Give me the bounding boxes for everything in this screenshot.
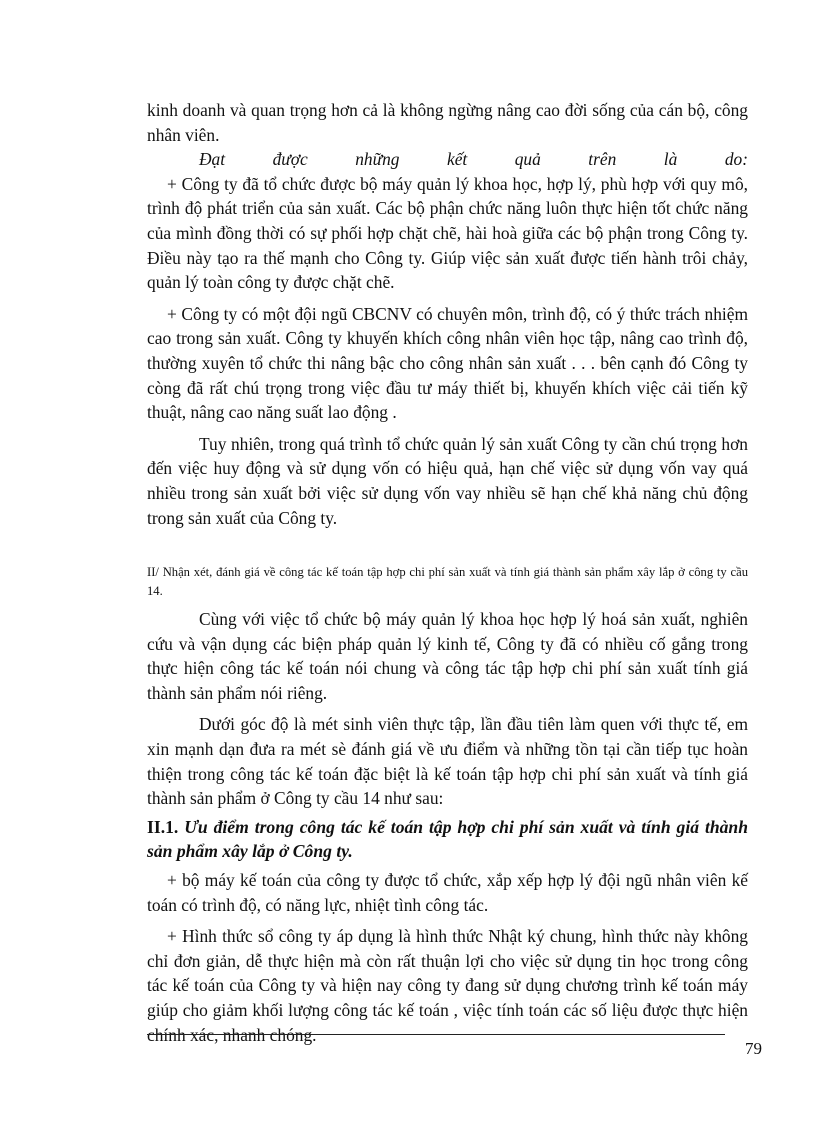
paragraph-continuation: kinh doanh và quan trọng hơn cả là không ngừng nâng cao đời sống của cán bộ, công nhân viên.: [147, 100, 748, 145]
footer-divider: [147, 1034, 725, 1035]
paragraph-student-view: Dưới góc độ là mét sinh viên thực tập, lần đầu tiên làm quen với thực tế, em xin mạnh dạn đưa ra mét sè đánh giá về ưu điểm và những tồn tại cần tiếp tục hoàn thiện trong công tác kế toán đặc biệt là kế toán tập hợp chi phí sản xuất và tính giá thành sản phẩm ở Công ty cầu 14 như sau:: [147, 714, 748, 809]
document-body: [147, 98, 748, 1047]
paragraph-however: Tuy nhiên, trong quá trình tổ chức quản lý sản xuất Công ty cần chú trọng hơn đến việc huy động và sử dụng vốn có hiệu quả, hạn chế việc sử dụng vốn vay quá nhiều trong sản xuất bởi việc sử dụng vốn vay nhiều sẽ hạn chế khả năng chủ động trong sản xuất của Công ty.: [147, 433, 748, 528]
section-heading-II: II/ Nhận xét, đánh giá về công tác kế toán tập hợp chi phí sản xuất và tính giá thành sản phẩm xây lắp ở công ty cầu 14.: [147, 565, 748, 599]
paragraph-journal-form: + Hình thức sổ công ty áp dụng là hình thức Nhật ký chung, hình thức này không chỉ đơn giản, dễ thực hiện mà còn rất thuận lợi cho việc sử dụng tin học trong công tác kế toán của Công ty và hiện nay công ty đang sử dụng chương trình kế toán máy giúp cho giảm khối lượng công tác kế toán , việc tính toán các số liệu được thực hiện chính xác, nhanh chóng.: [147, 926, 748, 1045]
section-title: Ưu điểm trong công tác kế toán tập hợp chi phí sản xuất và tính giá thành sản phẩm xây lắp ở Công ty.: [147, 816, 748, 862]
paragraph-results-intro: Đạt được những kết quả trên là do:: [199, 149, 748, 170]
paragraph-staff: + Công ty có một đội ngũ CBCNV có chuyên môn, trình độ, có ý thức trách nhiệm cao trong sản xuất. Công ty khuyến khích công nhân viên học tập, nâng cao trình độ, thường xuyên tổ chức thi nâng bậc cho công nhân sản xuất . . . bên cạnh đó Công ty còng đã rất chú trọng trong việc đầu tư máy thiết bị, khuyến khích việc cải tiến kỹ thuật, nâng cao năng suất lao động .: [147, 303, 748, 423]
paragraph-management-structure: + Công ty đã tổ chức được bộ máy quản lý khoa học, hợp lý, phù hợp với quy mô, trình độ phát triển của sản xuất. Các bộ phận chức năng luôn thực hiện tốt chức năng của mình đồng thời có sự phối hợp chặt chẽ, hài hoà giữa các bộ phận trong Công ty. Điều này tạo ra thế mạnh cho Công ty. Giúp việc sản xuất được tiến hành trôi chảy, quản lý toàn công ty được chặt chẽ.: [147, 173, 748, 293]
section-number: II.1.: [147, 816, 179, 837]
paragraph-accounting-apparatus: + bộ máy kế toán của công ty được tổ chức, xắp xếp hợp lý đội ngũ nhân viên kế toán có trình độ, có năng lực, nhiệt tình công tác.: [147, 870, 748, 915]
section-heading-II-1: [147, 815, 748, 864]
paragraph-accounting-efforts: Cùng với việc tổ chức bộ máy quản lý khoa học hợp lý hoá sản xuất, nghiên cứu và vận dụng các biện pháp quản lý kinh tế, Công ty đã có nhiều cố gắng trong thực hiện công tác kế toán nói chung và công tác tập hợp chi phí sản xuất tính giá thành sản phẩm nói riêng.: [147, 609, 748, 703]
page-number: 79: [745, 1039, 762, 1058]
